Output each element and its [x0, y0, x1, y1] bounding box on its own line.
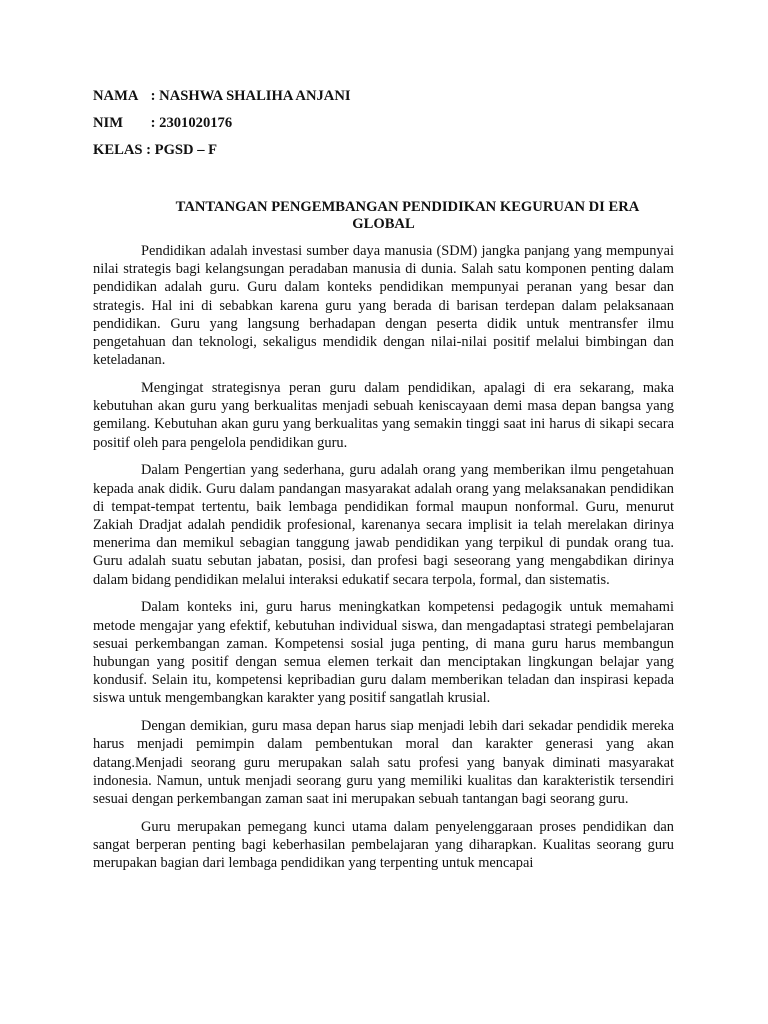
- nama-line: [93, 87, 674, 105]
- paragraph-3: Dalam Pengertian yang sederhana, guru adalah orang yang memberikan ilmu pengetahuan kepada anak didik. Guru dalam pandangan masyarakat adalah orang yang melaksanakan pendidikan di tempat-tempat tertentu, baik lembaga pendidikan formal maupun nonformal. Guru, menurut Zakiah Dradjat adalah pendidik profesional, karenanya secara implisit ia telah merelakan dirinya menerima dan memikul sebagian tanggung jawab pendidikan yang terpikul di pundak orang tua. Guru adalah suatu sebutan jabatan, posisi, dan profesi bagi seseorang yang mengabdikan dirinya dalam bidang pendidikan melalui interaksi edukatif secara terpola, formal, dan sistematis.: [93, 462, 674, 588]
- title-line-1: TANTANGAN PENGEMBANGAN PENDIDIKAN KEGURUAN DI ERA: [175, 199, 640, 215]
- paragraph-4: Dalam konteks ini, guru harus meningkatkan kompetensi pedagogik untuk memahami metode mengajar yang efektif, kebutuhan individual siswa, dan mengadaptasi strategi pembelajaran sesuai perkembangan zaman. Kompetensi sosial juga penting, di mana guru harus membangun hubungan yang positif dengan semua elemen terkait dan menciptakan lingkungan belajar yang kondusif. Selain itu, kompetensi kepribadian guru dalam memberikan teladan dan inspirasi kepada siswa untuk mengembangkan karakter yang positif sangatlah krusial.: [93, 599, 674, 707]
- paragraph-2: Mengingat strategisnya peran guru dalam pendidikan, apalagi di era sekarang, maka kebutuhan akan guru yang berkualitas menjadi sebuah keniscayaan demi masa depan bangsa yang gemilang. Kebutuhan akan guru yang berkualitas yang semakin tinggi saat ini harus di sikapi secara positif oleh para pengelola pendidikan guru.: [93, 380, 674, 451]
- kelas-line: [93, 141, 674, 159]
- nim-label: NIM: [93, 115, 123, 131]
- paragraph-1: Pendidikan adalah investasi sumber daya manusia (SDM) jangka panjang yang mempunyai nilai strategis bagi kelangsungan peradaban manusia di dunia. Salah satu komponen penting dalam pendidikan adalah guru. Guru dalam konteks pendidikan mempunyai peranan yang besar dan strategis. Hal ini di sebabkan karena guru yang berada di barisan terdepan dalam pelaksanaan pendidikan. Guru yang langsung berhadapan dengan peserta didik untuk mentransfer ilmu pengetahuan dan teknologi, sekaligus mendidik dengan nilai-nilai positif melalui bimbingan dan keteladanan.: [93, 243, 674, 369]
- nim-line: [93, 114, 674, 132]
- kelas-value: : PGSD – F: [146, 142, 218, 158]
- paragraph-6: Guru merupakan pemegang kunci utama dalam penyelenggaraan proses pendidikan dan sangat berperan penting bagi keberhasilan pembelajaran yang diharapkan. Kualitas seorang guru merupakan bagian dari lembaga pendidikan yang terpenting untuk mencapai: [93, 818, 674, 872]
- document-title: [93, 199, 674, 233]
- nama-label: NAMA: [93, 88, 139, 104]
- kelas-label: KELAS: [93, 142, 143, 158]
- nim-value: : 2301020176: [150, 115, 233, 131]
- nama-value: : NASHWA SHALIHA ANJANI: [150, 88, 351, 104]
- paragraph-5: Dengan demikian, guru masa depan harus siap menjadi lebih dari sekadar pendidik mereka harus menjadi pemimpin dalam pembentukan moral dan karakter generasi yang akan datang.Menjadi seorang guru merupakan salah satu profesi yang banyak diminati masyarakat indonesia. Namun, untuk menjadi seorang guru yang memiliki kualitas dan karakteristik tersendiri sesuai dengan perkembangan zaman saat ini merupakan sebuah tantangan bagi seorang guru.: [93, 718, 674, 808]
- title-line-2: GLOBAL: [352, 216, 415, 232]
- student-info: [93, 87, 674, 168]
- document-body: [93, 242, 674, 882]
